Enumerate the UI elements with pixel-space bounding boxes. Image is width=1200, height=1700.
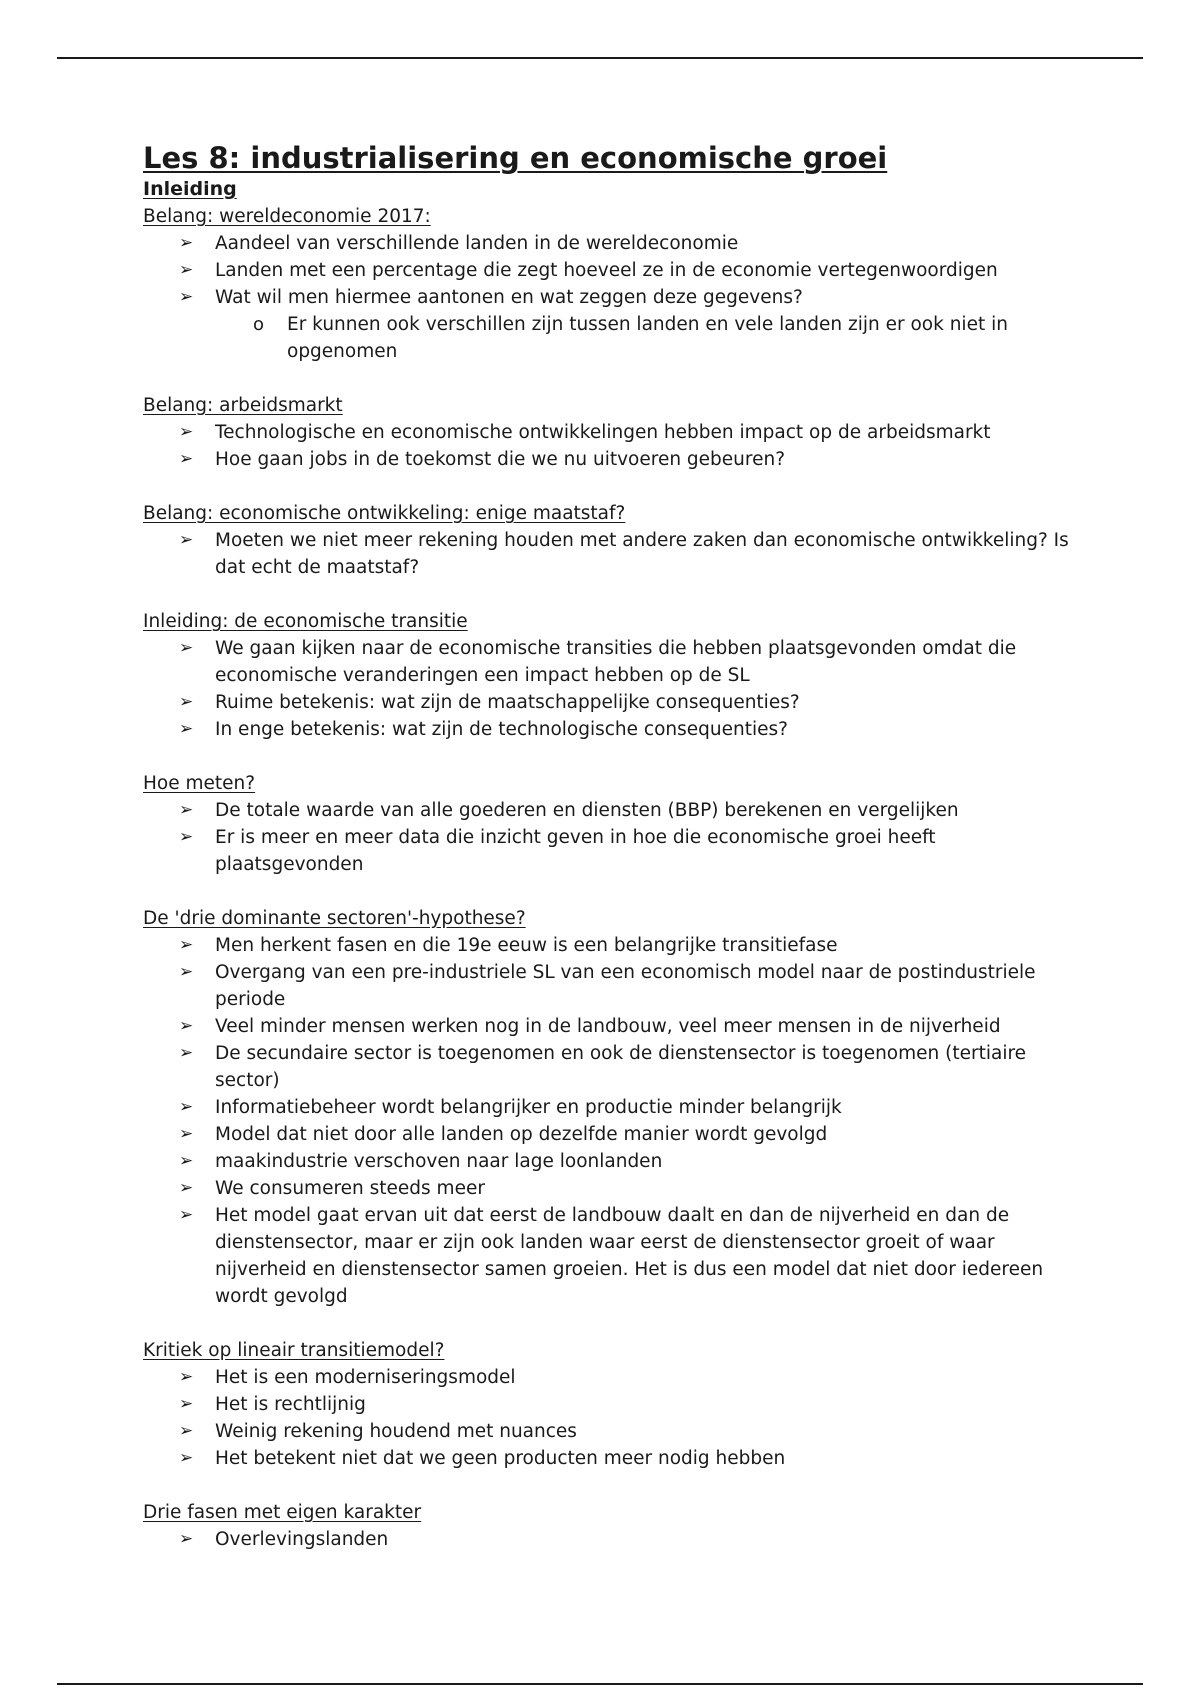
document-body [143,140,1083,1580]
list-item [143,284,1083,365]
section [143,905,1083,1310]
arrow-bullet-icon: ➢ [179,1205,194,1225]
list-item-text: In enge betekenis: wat zijn de technologische consequenties? [215,719,788,740]
list-item-text: We gaan kijken naar de economische transities die hebben plaatsgevonden omdat die economische veranderingen een impact hebben op de SL [215,638,1017,686]
list-item [143,1418,1083,1445]
list-item-text: Het betekent niet dat we geen producten meer nodig hebben [215,1448,786,1469]
list-item [143,1202,1083,1310]
arrow-bullet-icon: ➢ [179,1394,194,1414]
section [143,770,1083,878]
list-item [143,797,1083,824]
arrow-bullet-icon: ➢ [179,1016,194,1036]
list-item [143,527,1083,581]
section-heading: Belang: arbeidsmarkt [143,395,343,416]
section-heading: Belang: economische ontwikkeling: enige maatstaf? [143,503,626,524]
list-item-text: Landen met een percentage die zegt hoeveel ze in de economie vertegenwoordigen [215,260,998,281]
list-item-text: Weinig rekening houdend met nuances [215,1421,577,1442]
section-heading: Inleiding: de economische transitie [143,611,468,632]
list-item [143,419,1083,446]
arrow-bullet-icon: ➢ [179,638,194,658]
list-item [143,932,1083,959]
sub-list [215,311,1083,365]
list-item [143,959,1083,1013]
arrow-bullet-icon: ➢ [179,1043,194,1063]
list-item-text: Aandeel van verschillende landen in de wereldeconomie [215,233,739,254]
list-item [143,1526,1083,1553]
section-heading: Hoe meten? [143,773,256,794]
bullet-list [143,797,1083,878]
arrow-bullet-icon: ➢ [179,719,194,739]
section [143,203,1083,365]
arrow-bullet-icon: ➢ [179,935,194,955]
sections-container [143,203,1083,1553]
list-item [143,230,1083,257]
list-item [143,1391,1083,1418]
document-title: Les 8: industrialisering en economische groei [143,141,888,175]
list-item-text: Veel minder mensen werken nog in de landbouw, veel meer mensen in de nijverheid [215,1016,1001,1037]
list-item [143,1040,1083,1094]
list-item-text: Wat wil men hiermee aantonen en wat zeggen deze gegevens? [215,287,803,308]
section [143,392,1083,473]
list-item-text: Informatiebeheer wordt belangrijker en productie minder belangrijk [215,1097,842,1118]
list-item-text: De totale waarde van alle goederen en diensten (BBP) berekenen en vergelijken [215,800,959,821]
bullet-list [143,527,1083,581]
arrow-bullet-icon: ➢ [179,827,194,847]
arrow-bullet-icon: ➢ [179,962,194,982]
section-heading: Drie fasen met eigen karakter [143,1502,422,1523]
bullet-list [143,1364,1083,1472]
arrow-bullet-icon: ➢ [179,1097,194,1117]
circle-bullet-icon: o [253,314,265,335]
arrow-bullet-icon: ➢ [179,449,194,469]
arrow-bullet-icon: ➢ [179,1151,194,1171]
list-item [143,1094,1083,1121]
list-item [143,1013,1083,1040]
bullet-list [143,419,1083,473]
section-heading: Belang: wereldeconomie 2017: [143,206,431,227]
list-item [143,1175,1083,1202]
arrow-bullet-icon: ➢ [179,530,194,550]
list-item-text: Hoe gaan jobs in de toekomst die we nu uitvoeren gebeuren? [215,449,786,470]
bullet-list [143,635,1083,743]
arrow-bullet-icon: ➢ [179,1367,194,1387]
list-item [143,1148,1083,1175]
section-heading: De 'drie dominante sectoren'-hypothese? [143,908,526,929]
arrow-bullet-icon: ➢ [179,260,194,280]
list-item [143,257,1083,284]
list-item-text: Model dat niet door alle landen op dezelfde manier wordt gevolgd [215,1124,828,1145]
list-item [143,824,1083,878]
list-item [143,1445,1083,1472]
list-item-text: maakindustrie verschoven naar lage loonlanden [215,1151,663,1172]
section [143,1337,1083,1472]
sub-list-item [215,311,1083,365]
list-item [143,689,1083,716]
list-item-text: Er is meer en meer data die inzicht geven in hoe die economische groei heeft plaatsgevonden [215,827,936,875]
section [143,500,1083,581]
arrow-bullet-icon: ➢ [179,1448,194,1468]
list-item-text: Het is rechtlijnig [215,1394,366,1415]
list-item-text: Overgang van een pre-industriele SL van een economisch model naar de postindustriele periode [215,962,1036,1010]
list-item [143,1121,1083,1148]
list-item [143,1364,1083,1391]
arrow-bullet-icon: ➢ [179,287,194,307]
section [143,608,1083,743]
arrow-bullet-icon: ➢ [179,800,194,820]
list-item-text: Het is een moderniseringsmodel [215,1367,516,1388]
list-item-text: Het model gaat ervan uit dat eerst de landbouw daalt en dan de nijverheid en dan de dienstensector, maar er zijn ook landen waar eerst de dienstensector groeit of waar nijverheid en dienstensector samen groeien. Het is dus een model dat niet door iedereen wordt gevolgd [215,1205,1044,1307]
header-rule [57,57,1143,59]
sub-list-item-text: Er kunnen ook verschillen zijn tussen landen en vele landen zijn er ook niet in opgenomen [287,314,1008,362]
intro-label: Inleiding [143,178,237,200]
arrow-bullet-icon: ➢ [179,422,194,442]
list-item [143,716,1083,743]
list-item-text: Technologische en economische ontwikkelingen hebben impact op de arbeidsmarkt [215,422,991,443]
arrow-bullet-icon: ➢ [179,1421,194,1441]
bullet-list [143,1526,1083,1553]
list-item-text: Men herkent fasen en die 19e eeuw is een belangrijke transitiefase [215,935,838,956]
list-item-text: Overlevingslanden [215,1529,389,1550]
bullet-list [143,230,1083,365]
section-heading: Kritiek op lineair transitiemodel? [143,1340,445,1361]
section [143,1499,1083,1553]
list-item [143,446,1083,473]
list-item [143,635,1083,689]
list-item-text: De secundaire sector is toegenomen en ook de dienstensector is toegenomen (tertiaire sector) [215,1043,1027,1091]
arrow-bullet-icon: ➢ [179,233,194,253]
arrow-bullet-icon: ➢ [179,692,194,712]
arrow-bullet-icon: ➢ [179,1178,194,1198]
list-item-text: Moeten we niet meer rekening houden met andere zaken dan economische ontwikkeling? Is dat echt de maatstaf? [215,530,1069,578]
list-item-text: Ruime betekenis: wat zijn de maatschappelijke consequenties? [215,692,800,713]
footer-rule [57,1683,1143,1685]
bullet-list [143,932,1083,1310]
list-item-text: We consumeren steeds meer [215,1178,485,1199]
arrow-bullet-icon: ➢ [179,1529,194,1549]
arrow-bullet-icon: ➢ [179,1124,194,1144]
